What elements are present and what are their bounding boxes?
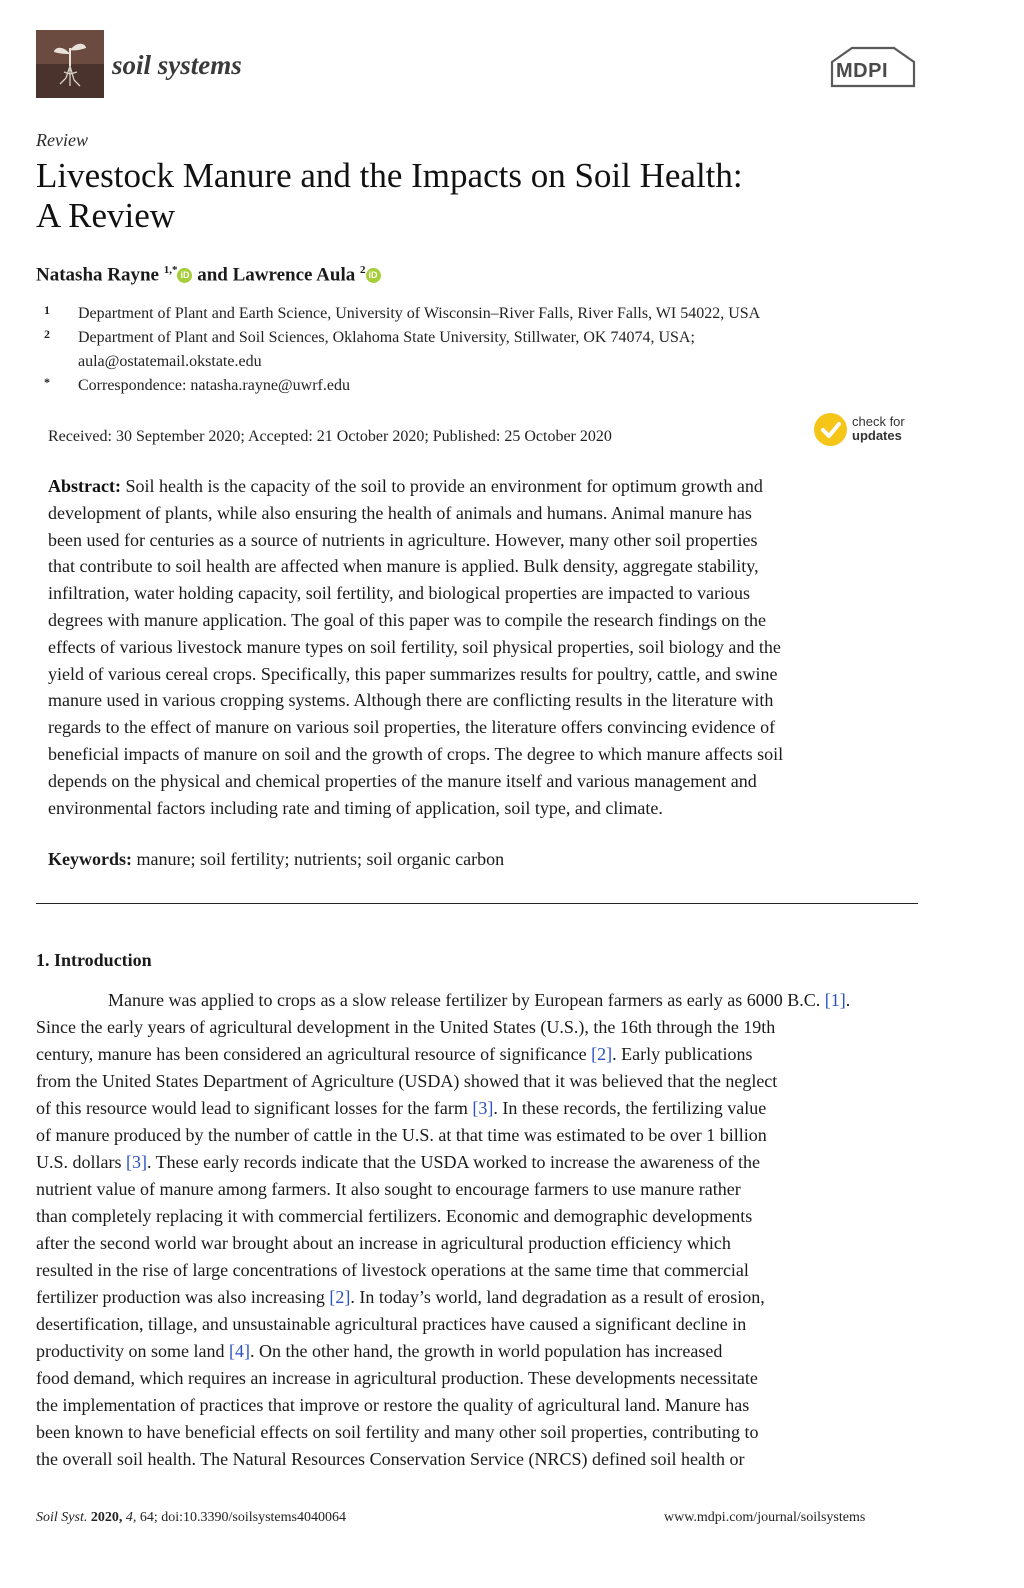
keywords-label: Keywords: <box>48 849 132 869</box>
body-text-line <box>36 1095 918 1122</box>
citation-link[interactable]: [4] <box>228 1341 250 1361</box>
body-text-line <box>36 1203 918 1230</box>
body-text: . In these records, the fertilizing value <box>493 1098 767 1118</box>
abstract-text: regards to the effect of manure on various soil properties, the literature offers convincing evidence of <box>48 717 776 738</box>
body-text: nutrient value of manure among farmers. It also sought to encourage farmers to use manure rather <box>36 1179 741 1199</box>
check-updates-badge[interactable] <box>814 410 924 450</box>
body-text-line <box>36 1122 918 1149</box>
body-text: century, manure has been considered an agricultural resource of significance <box>36 1044 592 1064</box>
body-text: than completely replacing it with commercial fertilizers. Economic and demographic developments <box>36 1206 753 1226</box>
body-text: U.S. dollars <box>36 1152 126 1172</box>
author-name[interactable]: Natasha Rayne <box>36 264 159 286</box>
footer-journal-abbrev: Soil Syst. <box>36 1510 88 1525</box>
footer-volume: 4, <box>125 1510 137 1525</box>
abstract-text: development of plants, while also ensuring the health of animals and humans. Animal manure has <box>48 502 752 523</box>
body-text-line <box>36 1257 918 1284</box>
affiliation-mark: 2 <box>44 327 50 341</box>
body-text-line <box>36 1149 918 1176</box>
body-text-line <box>36 1230 918 1257</box>
body-text-line <box>36 1392 918 1419</box>
abstract-line <box>48 714 918 741</box>
body-text: been known to have beneficial effects on soil fertility and many other soil properties, contributing to <box>36 1422 759 1442</box>
author-superscript: 2 <box>360 264 366 276</box>
journal-logo <box>36 30 104 98</box>
abstract-text: environmental factors including rate and timing of application, soil type, and climate. <box>48 797 663 818</box>
body-text: . On the other hand, the growth in world population has increased <box>249 1341 723 1361</box>
abstract-text: been used for centuries as a source of nutrients in agriculture. However, many other soil properties <box>48 529 758 550</box>
body-text: the overall soil health. The Natural Resources Conservation Service (NRCS) defined soil health or <box>36 1449 745 1469</box>
publisher-name: MDPI <box>836 60 888 82</box>
body-text: productivity on some land <box>36 1341 229 1361</box>
body-text: . Early publications <box>612 1044 753 1064</box>
body-text-line <box>36 1338 918 1365</box>
abstract-text: manure used in various cropping systems. Although there are conflicting results in the literature with <box>48 690 774 711</box>
citation-link[interactable]: [3] <box>126 1152 147 1172</box>
title-line: Livestock Manure and the Impacts on Soil Health: <box>36 156 743 195</box>
abstract-text: beneficial impacts of manure on soil and the growth of crops. The degree to which manure affects soil <box>48 744 784 764</box>
body-text-line <box>108 987 918 1014</box>
body-text-line <box>36 1014 918 1041</box>
abstract-line <box>48 527 918 554</box>
body-text: of manure produced by the number of cattle in the U.S. at that time was estimated to be over 1 billion <box>36 1125 767 1145</box>
check-updates-line2: updates <box>852 428 902 443</box>
footer-citation <box>36 1510 346 1526</box>
abstract-text: that contribute to soil health are affected when manure is applied. Bulk density, aggregate stability, <box>48 556 759 577</box>
body-text: . In today’s world, land degradation as a result of erosion, <box>350 1287 765 1307</box>
body-text: . These early records indicate that the USDA worked to increase the awareness of the <box>147 1152 760 1172</box>
body-text-line <box>36 1068 918 1095</box>
author-list <box>36 264 381 286</box>
body-text-line <box>36 1311 918 1338</box>
body-text: of this resource would lead to significant losses for the farm <box>36 1098 473 1118</box>
section-heading: 1. Introduction <box>36 950 152 970</box>
citation-link[interactable]: [1] <box>824 990 846 1010</box>
abstract-text: degrees with manure application. The goal of this paper was to compile the research findings on the <box>48 610 766 630</box>
abstract-line <box>48 553 918 580</box>
citation-link[interactable]: [3] <box>472 1098 494 1118</box>
abstract-label: Abstract: <box>48 476 121 496</box>
sprout-roots-icon <box>36 30 104 98</box>
body-text-line <box>36 1041 918 1068</box>
abstract-text: yield of various cereal crops. Specifically, this paper summarizes results for poultry, cattle, and swine <box>48 663 778 684</box>
abstract-line <box>48 607 918 634</box>
abstract-line <box>48 741 918 768</box>
body-text: Since the early years of agricultural development in the United States (U.S.), the 16th through the 19th <box>36 1017 776 1037</box>
article-type: Review <box>36 130 88 150</box>
abstract-line <box>48 795 918 822</box>
check-updates-line1: check for <box>852 414 905 429</box>
orcid-icon[interactable]: iD <box>366 268 381 283</box>
title-line: A Review <box>36 196 176 235</box>
check-updates-icon <box>814 413 847 446</box>
orcid-icon[interactable]: iD <box>177 268 192 283</box>
body-text: after the second world war brought about an increase in agricultural production efficiency which <box>36 1233 731 1253</box>
body-text: resulted in the rise of large concentrations of livestock operations at the same time that commercial <box>36 1260 749 1280</box>
footer-doi[interactable]: 64; doi:10.3390/soilsystems4040064 <box>139 1510 346 1525</box>
journal-name: soil systems <box>112 50 242 80</box>
abstract-text: infiltration, water holding capacity, soil fertility, and biological properties are impacted to various <box>48 583 750 604</box>
abstract-line <box>48 661 918 688</box>
author-superscript: 1,* <box>163 264 178 276</box>
abstract-line <box>48 634 918 661</box>
affiliation-mark: 1 <box>44 303 50 317</box>
publisher-logo <box>828 42 920 92</box>
abstract-line <box>48 580 918 607</box>
citation-link[interactable]: [2] <box>591 1044 613 1064</box>
article-dates: Received: 30 September 2020; Accepted: 21 October 2020; Published: 25 October 2020 <box>48 428 612 445</box>
body-text-line <box>36 1365 918 1392</box>
citation-link[interactable]: [2] <box>329 1287 351 1307</box>
body-text: Manure was applied to crops as a slow release fertilizer by European farmers as early as 6000 B.C. <box>108 990 825 1010</box>
affiliation-mark: * <box>44 375 50 389</box>
body-text-line <box>36 1419 918 1446</box>
body-text: . <box>845 990 851 1010</box>
body-text: the implementation of practices that improve or restore the quality of agricultural land. Manure has <box>36 1395 750 1415</box>
section-divider <box>36 903 918 904</box>
abstract-text: effects of various livestock manure types on soil fertility, soil physical properties, soil biology and the <box>48 636 781 657</box>
correspondence-text[interactable]: Correspondence: natasha.rayne@uwrf.edu <box>78 377 350 394</box>
abstract-text: depends on the physical and chemical properties of the manure itself and various management and <box>48 770 757 791</box>
affiliation-text: Department of Plant and Earth Science, University of Wisconsin–River Falls, River Falls, WI 54022, USA <box>78 305 761 322</box>
footer-url[interactable]: www.mdpi.com/journal/soilsystems <box>664 1510 866 1525</box>
body-text: from the United States Department of Agriculture (USDA) showed that it was believed that the neglect <box>36 1071 778 1091</box>
abstract-line <box>48 687 918 714</box>
affiliation-email[interactable]: aula@ostatemail.okstate.edu <box>78 353 262 370</box>
abstract-line <box>48 500 918 527</box>
body-text-line <box>36 1446 918 1473</box>
body-text-line <box>36 1284 918 1311</box>
abstract-line <box>48 473 918 500</box>
body-text-line <box>36 1176 918 1203</box>
affiliation-text: Department of Plant and Soil Sciences, Oklahoma State University, Stillwater, OK 74074, USA; <box>78 329 695 346</box>
body-text: food demand, which requires an increase in agricultural production. These developments necessitate <box>36 1368 758 1388</box>
keywords <box>48 849 504 870</box>
abstract-line <box>48 768 918 795</box>
body-text: fertilizer production was also increasing <box>36 1287 330 1307</box>
abstract-text: Soil health is the capacity of the soil to provide an environment for optimum growth and <box>125 476 763 496</box>
article-title <box>36 156 916 236</box>
footer-year: 2020, <box>90 1510 123 1525</box>
author-connector: and <box>197 264 228 286</box>
body-text: desertification, tillage, and unsustainable agricultural practices have caused a significant decline in <box>36 1314 747 1334</box>
keywords-text: manure; soil fertility; nutrients; soil organic carbon <box>136 849 505 869</box>
author-name[interactable]: Lawrence Aula <box>232 264 356 286</box>
